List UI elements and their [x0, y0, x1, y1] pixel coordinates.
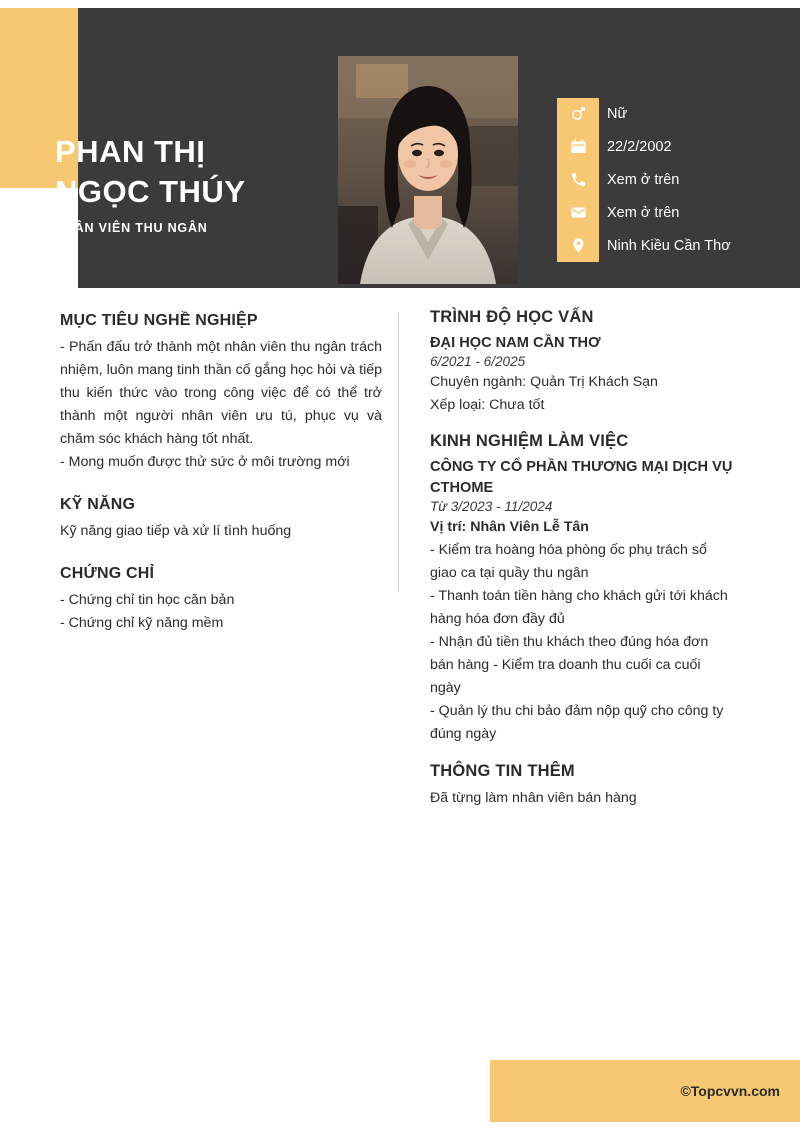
candidate-photo [338, 56, 518, 284]
contact-value-gender: Nữ [607, 105, 628, 122]
footer-watermark: ©Topcvvn.com [680, 1083, 780, 1099]
experience-bullet: - Kiểm tra hoàng hóa phòng ốc phụ trách sổ giao ca tại quầy thu ngân [430, 541, 707, 581]
section-title-additional-info: THÔNG TIN THÊM [430, 761, 575, 780]
contact-list [557, 98, 787, 263]
experience-company: CÔNG TY CỔ PHẦN THƯƠNG MẠI DỊCH VỤ CTHOME [430, 459, 733, 496]
email-icon [557, 204, 599, 221]
job-title: NHÂN VIÊN THU NGÂN [55, 221, 208, 236]
phone-icon [557, 171, 599, 188]
contact-row [557, 197, 787, 228]
left-column [60, 312, 382, 657]
section-objective [60, 312, 382, 474]
photo-illustration [338, 56, 518, 284]
certificate-item: - Chứng chỉ kỹ năng mềm [60, 615, 224, 631]
calendar-icon [557, 138, 599, 155]
education-grade: Xếp loại: Chưa tốt [430, 396, 545, 413]
experience-bullets [430, 539, 735, 746]
contact-row [557, 164, 787, 195]
objective-paragraph-1: - Phấn đấu trở thành một nhân viên thu ngân trách nhiệm, luôn mang tinh thần cố gắng học hỏi và tiếp thu kiến thức vào trong công việc để có thể trở thành một người nhân viên ưu tú, phục vụ và chăm sóc khách hàng tốt nhất. [60, 339, 382, 447]
experience-bullet: - Nhận đủ tiền thu khách theo đúng hóa đơn bán hàng - Kiểm tra doanh thu cuối ca cuối ngày [430, 633, 709, 696]
additional-info-text: Đã từng làm nhân viên bán hàng [430, 789, 637, 806]
experience-bullet: - Thanh toán tiền hàng cho khách gửi tới khách hàng hóa đơn đầy đủ [430, 587, 728, 627]
section-title-experience: KINH NGHIỆM LÀM VIỆC [430, 432, 629, 451]
candidate-name-line1: PHAN THỊ [55, 134, 206, 169]
experience-bullet: - Quản lý thu chi bảo đảm nộp quỹ cho công ty đúng ngày [430, 702, 724, 742]
column-divider [398, 312, 399, 592]
right-column [430, 308, 735, 832]
contact-value-email: Xem ở trên [607, 204, 680, 221]
certificate-item: - Chứng chỉ tin học căn bản [60, 592, 235, 608]
education-dates: 6/2021 - 6/2025 [430, 354, 526, 370]
skill-item: Kỹ năng giao tiếp và xử lí tình huống [60, 523, 292, 539]
section-title-certificates: CHỨNG CHỈ [60, 565, 155, 582]
section-title-objective: MỤC TIÊU NGHỀ NGHIỆP [60, 312, 258, 329]
section-education [430, 308, 735, 416]
experience-position: Vị trí: Nhân Viên Lễ Tân [430, 519, 589, 536]
contact-value-phone: Xem ở trên [607, 171, 680, 188]
contact-row [557, 230, 787, 261]
education-major: Chuyên ngành: Quản Trị Khách Sạn [430, 374, 658, 391]
experience-dates: Từ 3/2023 - 11/2024 [430, 499, 553, 515]
contact-value-birthday: 22/2/2002 [607, 138, 672, 155]
section-title-education: TRÌNH ĐỘ HỌC VẤN [430, 308, 594, 326]
section-additional-info [430, 762, 735, 810]
section-experience [430, 432, 735, 745]
section-title-skills: KỸ NĂNG [60, 496, 136, 513]
contact-row [557, 98, 787, 129]
contact-value-address: Ninh Kiều Cần Thơ [607, 237, 731, 254]
section-certificates [60, 565, 382, 635]
candidate-name-line2: NGỌC THÚY [55, 173, 246, 209]
contact-row [557, 131, 787, 162]
education-school: ĐẠI HỌC NAM CẦN THƠ [430, 335, 601, 351]
gender-icon [557, 105, 599, 122]
name-block [55, 132, 345, 235]
section-skills [60, 496, 382, 543]
location-icon [557, 237, 599, 254]
objective-paragraph-2: - Mong muốn được thử sức ở môi trường mới [60, 454, 350, 470]
